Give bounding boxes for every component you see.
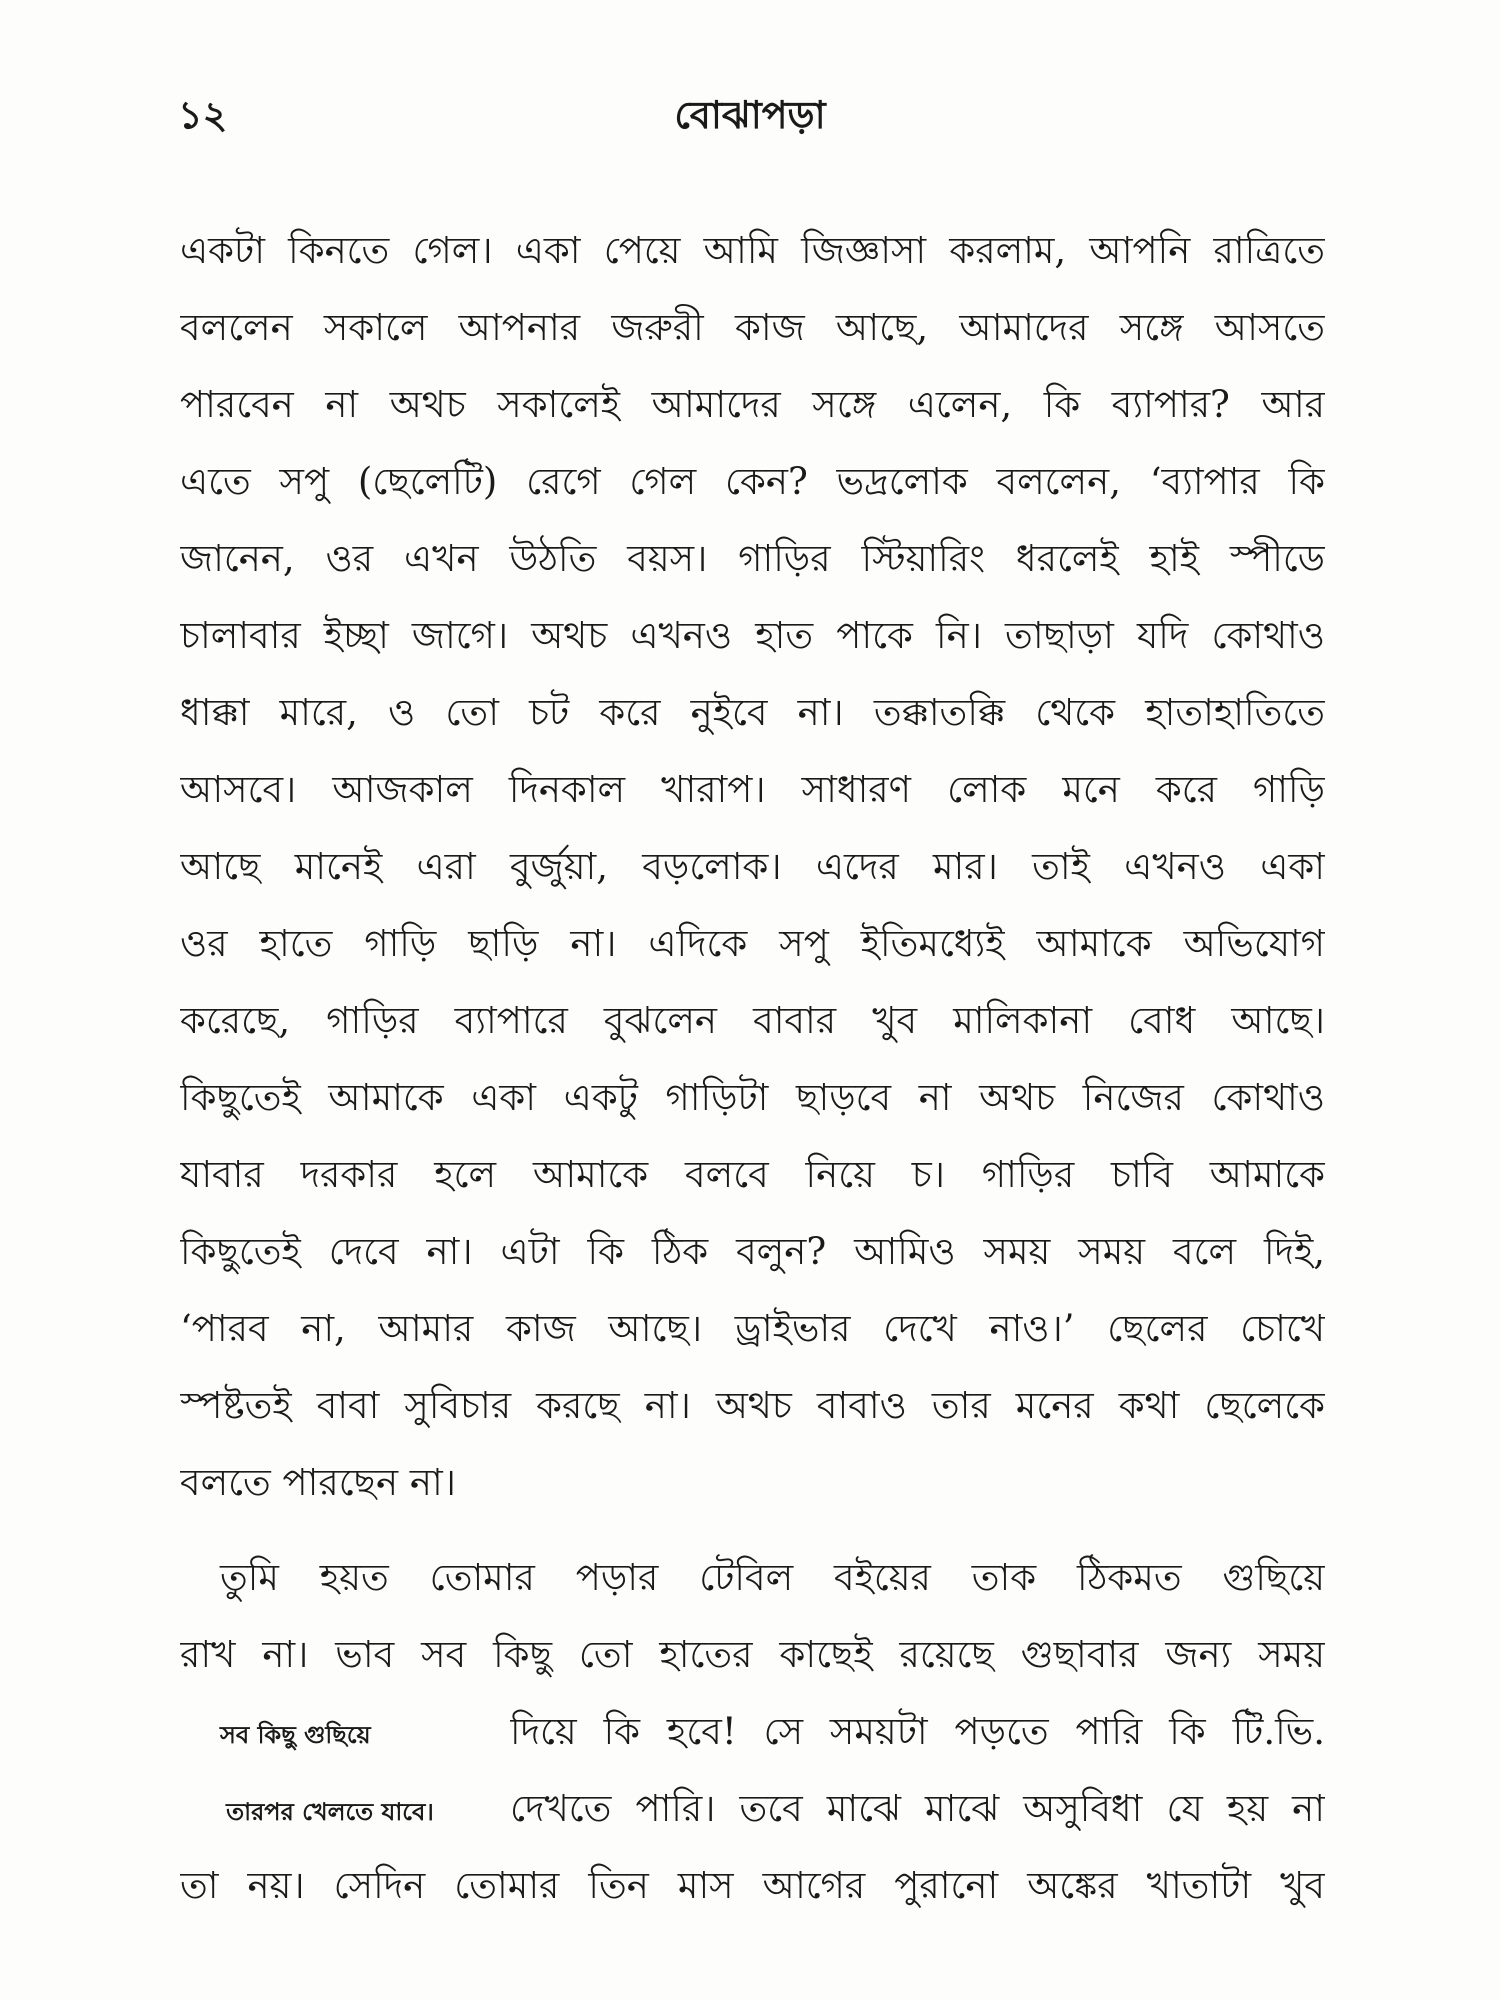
text-line: একটা কিনতে গেল। একা পেয়ে আমি জিজ্ঞাসা করলাম, আপনি রাত্রিতে (180, 229, 1325, 272)
text-line: স্পষ্টতই বাবা সুবিচার করছে না। অথচ বাবাও তার মনের কথা ছেলেকে (180, 1384, 1325, 1427)
running-head (0, 90, 1500, 140)
text-line: চালাবার ইচ্ছা জাগে। অথচ এখনও হাত পাকে নি। তাছাড়া যদি কোথাও (180, 614, 1325, 657)
wrapped-lines (180, 1693, 1325, 1847)
paragraph-gap (180, 1521, 1325, 1539)
page-number: ১২ (178, 92, 228, 137)
text-line: তা নয়। সেদিন তোমার তিন মাস আগের পুরানো অঙ্কের খাতাটা খুব (180, 1864, 1325, 1907)
text-line: কিছুতেই আমাকে একা একটু গাড়িটা ছাড়বে না অথচ নিজের কোথাও (180, 1076, 1325, 1119)
paragraph-1 (180, 212, 1325, 1521)
text-line: এতে সপু (ছেলেটি) রেগে গেল কেন? ভদ্রলোক বললেন, ‘ব্যাপার কি (180, 460, 1325, 503)
text-line: আসবে। আজকাল দিনকাল খারাপ। সাধারণ লোক মনে করে গাড়ি (180, 768, 1325, 811)
text-line: তুমি হয়ত তোমার পড়ার টেবিল বইয়ের তাক ঠিকমত গুছিয়ে (220, 1556, 1325, 1599)
text-line: ওর হাতে গাড়ি ছাড়ি না। এদিকে সপু ইতিমধ্যেই আমাকে অভিযোগ (180, 922, 1325, 965)
text-line: কিছুতেই দেবে না। এটা কি ঠিক বলুন? আমিও সময় সময় বলে দিই, (180, 1230, 1325, 1273)
text-line: পারবেন না অথচ সকালেই আমাদের সঙ্গে এলেন, কি ব্যাপার? আর (180, 383, 1325, 426)
text-line: বলতে পারছেন না। (180, 1461, 456, 1504)
running-title: বোঝাপড়া (674, 92, 826, 137)
text-line: আছে মানেই এরা বুর্জুয়া, বড়লোক। এদের মার। তাই এখনও একা (180, 845, 1325, 888)
body-text (180, 212, 1325, 1924)
text-line: রাখ না। ভাব সব কিছু তো হাতের কাছেই রয়েছে গুছাবার জন্য সময় (180, 1633, 1325, 1676)
text-line: বললেন সকালে আপনার জরুরী কাজ আছে, আমাদের সঙ্গে আসতে (180, 306, 1325, 349)
margin-note-line: তারপর খেলতে যাবে। (226, 1797, 434, 1826)
text-line: দেখতে পারি। তবে মাঝে মাঝে অসুবিধা যে হয় না (510, 1787, 1325, 1830)
text-line: ধাক্কা মারে, ও তো চট করে নুইবে না। তক্কাতক্কি থেকে হাতাহাতিতে (180, 691, 1325, 734)
text-line: দিয়ে কি হবে! সে সময়টা পড়তে পারি কি টি.ভি. (510, 1710, 1325, 1753)
paragraph-2 (180, 1539, 1325, 1924)
text-line: করেছে, গাড়ির ব্যাপারে বুঝলেন বাবার খুব মালিকানা বোধ আছে। (180, 999, 1325, 1042)
text-line: ‘পারব না, আমার কাজ আছে। ড্রাইভার দেখে নাও।’ ছেলের চোখে (180, 1307, 1325, 1350)
side-note-block (180, 1693, 1325, 1847)
text-line: যাবার দরকার হলে আমাকে বলবে নিয়ে চ। গাড়ির চাবি আমাকে (180, 1153, 1325, 1196)
text-line: জানেন, ওর এখন উঠতি বয়স। গাড়ির স্টিয়ারিং ধরলেই হাই স্পীডে (180, 537, 1325, 580)
margin-note-line: সব কিছু গুছিয়ে (220, 1720, 371, 1749)
